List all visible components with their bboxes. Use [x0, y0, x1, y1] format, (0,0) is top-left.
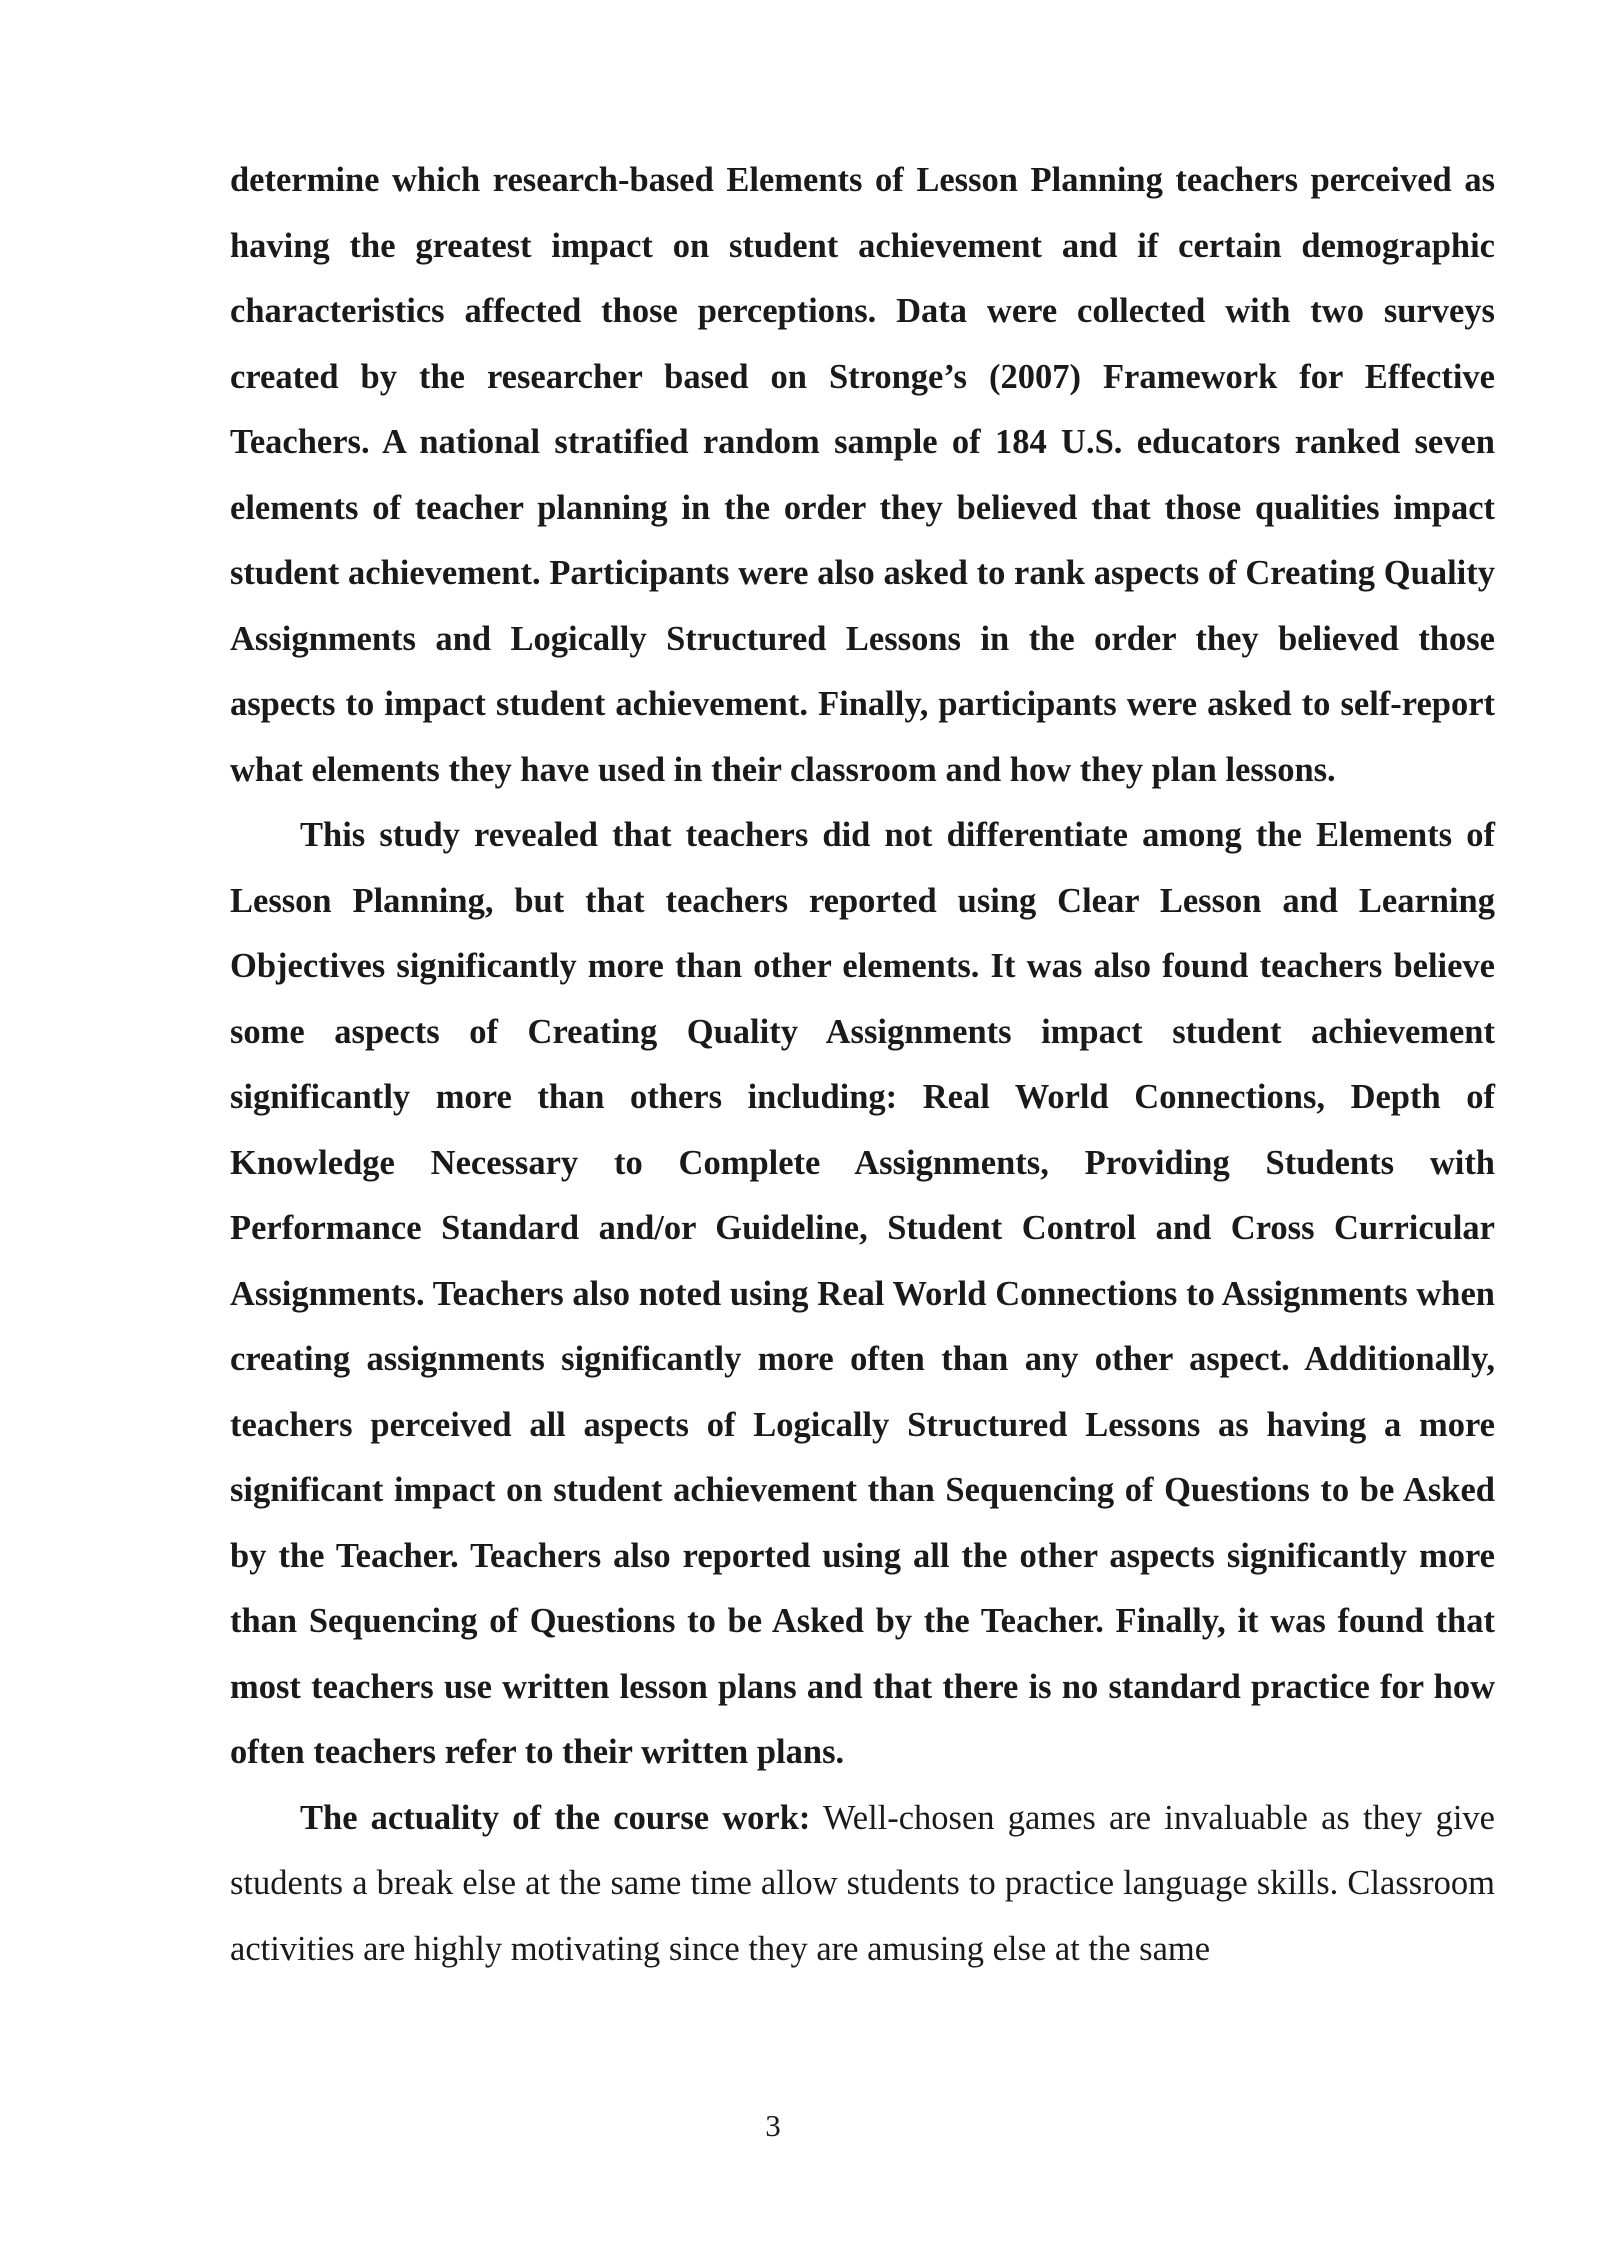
abstract-paragraph-2: This study revealed that teachers did not differentiate among the Elements of Lesson Planning, but that teachers reported using Clear Lesson and Learning Objectives significantly more than other elements. It was also found teachers believe some aspects of Creating Quality Assignments impact student achievement significantly more than others including: Real World Connections, Depth of Knowledge Necessary to Complete Assignments, Providing Students with Performance Standard and/or Guideline, Student Control and Cross Curricular Assignments. Teachers also noted using Real World Connections to Assignments when creating assignments significantly more often than any other aspect. Additionally, teachers perceived all aspects of Logically Structured Lessons as having a more significant impact on student achievement than Sequencing of Questions to be Asked by the Teacher. Teachers also reported using all the other aspects significantly more than Sequencing of Questions to be Asked by the Teacher. Finally, it was found that most teachers use written lesson plans and that there is no standard practice for how often teachers refer to their written plans.: [230, 816, 1495, 1771]
actuality-text: Well-chosen games are invaluable as they give students a break else at the same time allow students to practice language skills. Classroom activities are highly motivating since they are amusing else at the same: [230, 1798, 1495, 1968]
page-number: 3: [765, 2108, 781, 2143]
abstract-paragraph-1: determine which research-based Elements of Lesson Planning teachers perceived as having the greatest impact on student achievement and if certain demographic characteristics affected those perceptions. Data were collected with two surveys created by the researcher based on Stronge’s (2007) Framework for Effective Teachers. A national stratified random sample of 184 U.S. educators ranked seven elements of teacher planning in the order they believed that those qualities impact student achievement. Participants were also asked to rank aspects of Creating Quality Assignments and Logically Structured Lessons in the order they believed those aspects to impact student achievement. Finally, participants were asked to self-report what elements they have used in their classroom and how they plan lessons.: [230, 161, 1495, 789]
actuality-heading: The actuality of the course work:: [300, 1798, 811, 1837]
actuality-paragraph: [230, 1786, 1495, 1983]
document-page: [230, 148, 1495, 1982]
